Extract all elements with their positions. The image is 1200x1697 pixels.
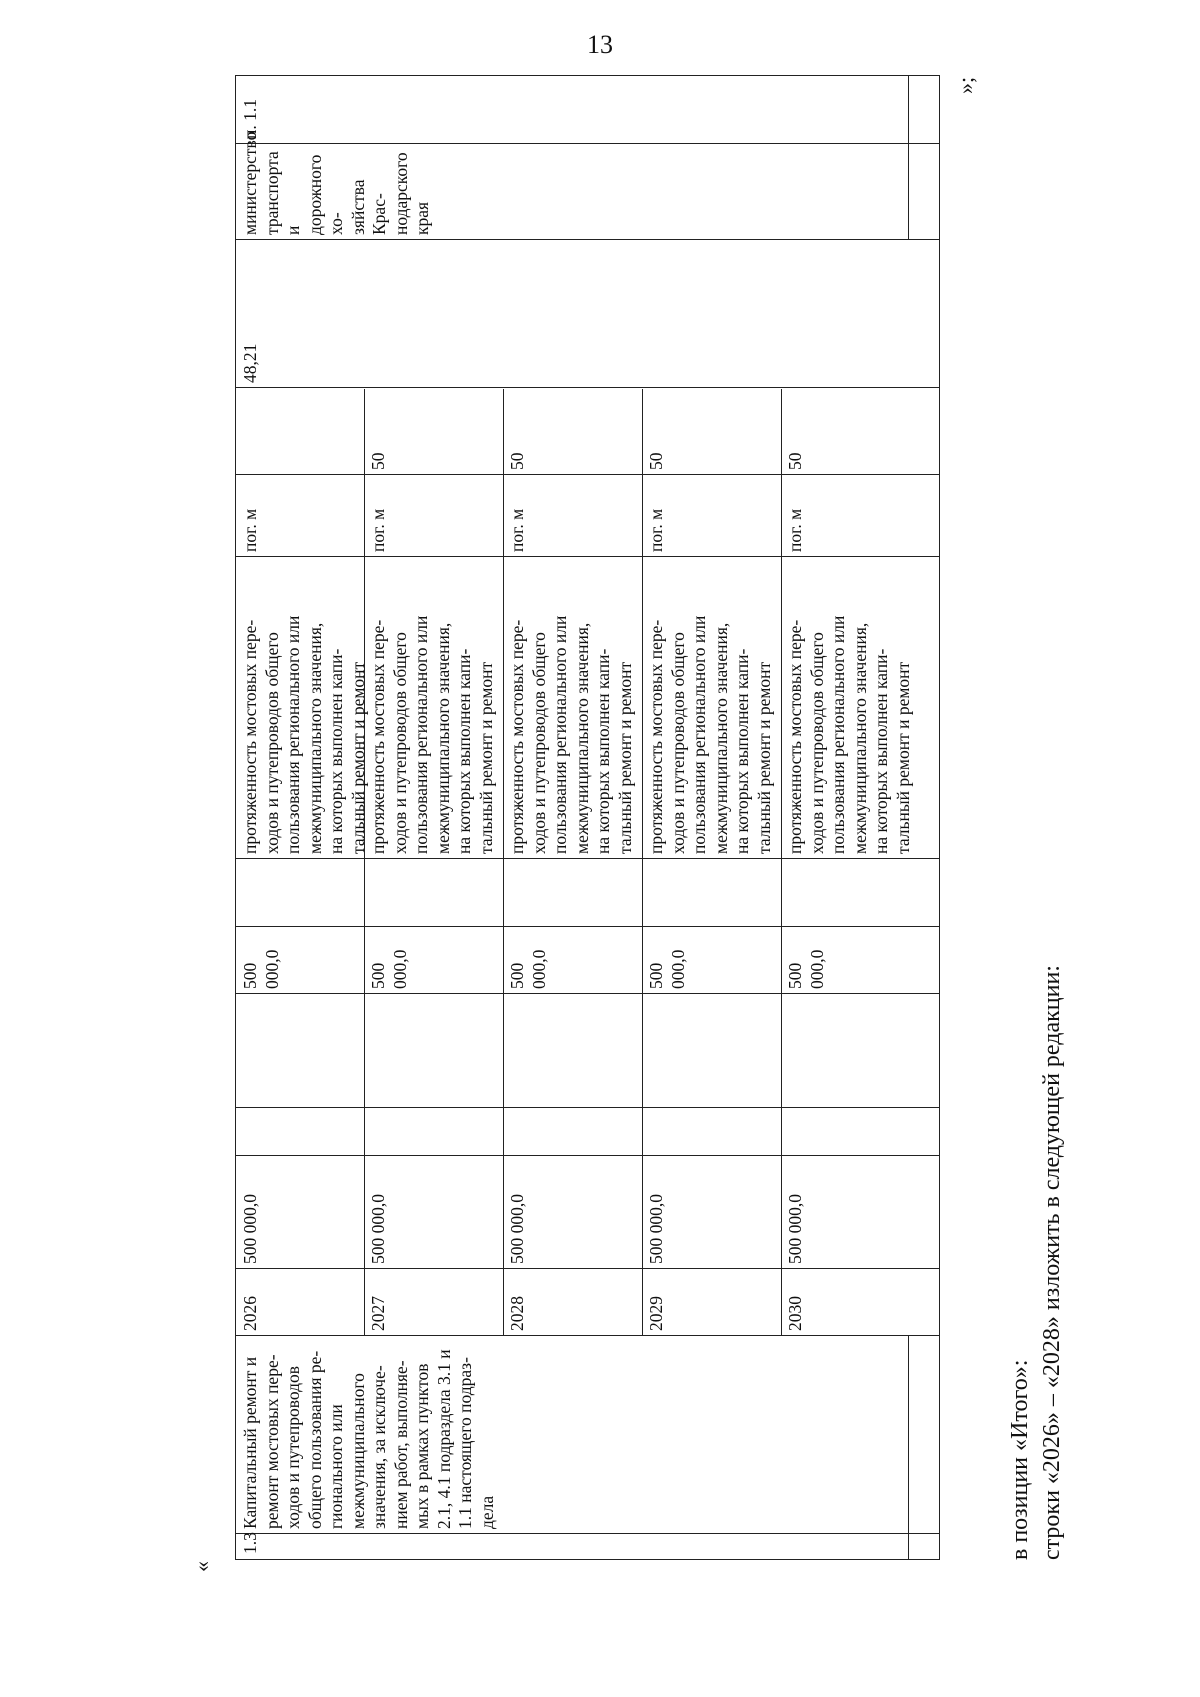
row-name: Капитальный ремонт и ремонт мостовых пере- ходов и путепроводов общего пользования ре- гионального или межмуниципального значения, за исключе- нием работ, выполняе- мых в рамках пунктов 2.1, 4.1 подраздела 3.1 и 1.1 настоящего подраз- дела: [240, 1349, 497, 1529]
year-cell: 2030: [785, 1296, 805, 1331]
indicator-value: 50: [785, 452, 805, 470]
indicator-text: протяженность мостовых пере- ходов и путепроводов общего пользования регионального или межмуниципального значения, на которых выполнен капи- тальный ремонт и ремонт: [785, 615, 913, 854]
year-cell: 2029: [646, 1296, 666, 1331]
unit-cell: пог. м: [646, 508, 666, 552]
reference-cell: п. 1.1: [240, 99, 260, 139]
ministry-name: министерство транспорта и дорожного хо- зяйства Крас- нодарского края: [240, 131, 432, 235]
regional-amount: 500 000,0: [240, 949, 282, 989]
indicator-value: 50: [507, 452, 527, 470]
indicator-text: протяженность мостовых пере- ходов и путепроводов общего пользования регионального или межмуниципального значения, на которых выполнен капи- тальный ремонт и ремонт: [646, 615, 774, 854]
opening-quote: «: [189, 1561, 214, 1572]
regional-amount: 500 000,0: [368, 949, 410, 989]
year-cell: 2026: [240, 1296, 260, 1331]
year-cell: 2028: [507, 1296, 527, 1331]
indicator-value: 48,21: [240, 343, 260, 383]
indicator-text: протяженность мостовых пере- ходов и путепроводов общего пользования регионального или межмуниципального значения, на которых выполнен капи- тальный ремонт и ремонт: [368, 615, 496, 854]
rotated-landscape-content: [189, 60, 1065, 1580]
indicator-text: протяженность мостовых пере- ходов и путепроводов общего пользования регионального или межмуниципального значения, на которых выполнен капи- тальный ремонт и ремонт: [507, 615, 635, 854]
total-amount: 500 000,0: [785, 1194, 805, 1264]
footer-line-1: в позиции «Итого»:: [1007, 1359, 1033, 1560]
indicator-value: 50: [646, 452, 666, 470]
total-amount: 500 000,0: [240, 1194, 260, 1264]
regional-amount: 500 000,0: [785, 949, 827, 989]
unit-cell: пог. м: [507, 508, 527, 552]
total-amount: 500 000,0: [646, 1194, 666, 1264]
unit-cell: пог. м: [785, 508, 805, 552]
total-amount: 500 000,0: [507, 1194, 527, 1264]
regional-amount: 500 000,0: [646, 949, 688, 989]
page-number: 13: [587, 30, 613, 59]
row-number: 1.3: [240, 1532, 260, 1554]
regional-amount: 500 000,0: [507, 949, 549, 989]
total-amount: 500 000,0: [368, 1194, 388, 1264]
unit-cell: пог. м: [368, 508, 388, 552]
indicator-text: протяженность мостовых пере- ходов и путепроводов общего пользования регионального или межмуниципального значения, на которых выполнен капи- тальный ремонт и ремонт: [240, 615, 368, 854]
year-cell: 2027: [368, 1296, 388, 1331]
footer-line-2: строки «2026» – «2028» изложить в следующей редакции:: [1039, 965, 1065, 1560]
program-table: [235, 75, 940, 1560]
indicator-value: 50: [368, 452, 388, 470]
unit-cell: пог. м: [240, 508, 260, 552]
closing-quote: »;: [953, 76, 978, 94]
